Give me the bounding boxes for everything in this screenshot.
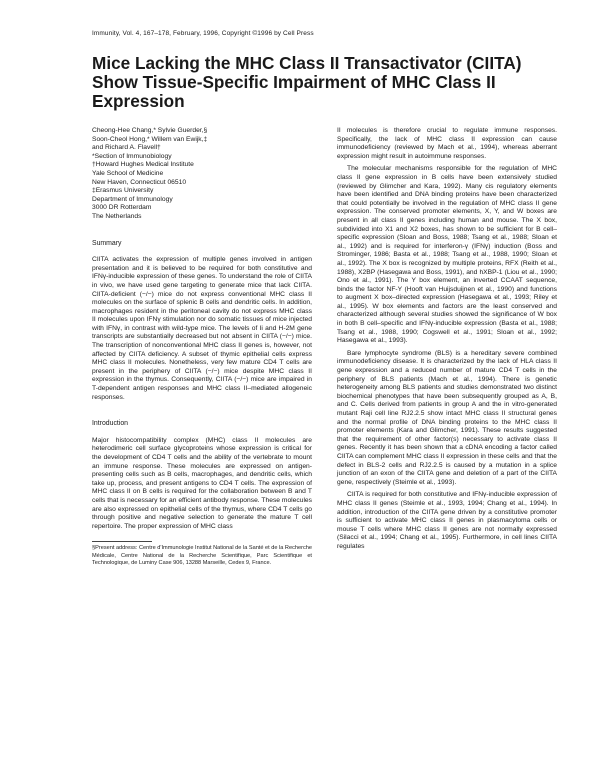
introduction-heading: Introduction	[92, 420, 129, 428]
right-column	[337, 127, 557, 552]
body-paragraph: II molecules is therefore crucial to regulate immune responses. Specifically, the lack of MHC class II expression can cause immunodeficiency (reviewed by Mach et al., 1994), whereas aberrant expression might result in autoimmune responses.	[337, 127, 557, 160]
body-paragraph: Bare lymphocyte syndrome (BLS) is a hereditary severe combined immunodeficiency disease. It is characterized by the lack of HLA class II gene expression and a reduced number of mature CD4 T cells in the periphery of BLS patients (Mach et al., 1994). There is genetic heterogeneity among BLS patients and studies demonstrated two distinct biochemical phenotypes that have been subsequently grouped as A, B, and C. Cells derived from patients in group A and the in vitro-generated mutant Raji cell line RJ2.2.5 show intact MHC class II structural genes and the normal profile of DNA binding proteins to the MHC class II promoter elements (Kara and Glimcher, 1991). These results suggested that the requirement of other factor(s) necessary to activate class II genes. Recently it has been shown that a cDNA encoding a factor called CIITA can complement MHC class II expression in these cells and that the defect in BLS-2 cells and RJ2.2.5 is caused by a mutation in a splice junction of an exon of the CIITA gene and deletion of a part of the CIITA gene, respectively (Steimle et al., 1993).	[337, 349, 557, 486]
summary-heading: Summary	[92, 239, 122, 247]
author-line: and Richard A. Flavell†	[92, 144, 161, 152]
affiliation-line: Department of Immunology	[92, 195, 173, 203]
body-paragraph: CIITA is required for both constitutive and IFNγ-inducible expression of MHC class II genes (Steimle et al., 1993, 1994; Chang et al., 1994). In addition, introduction of the CIITA gene driven by a constitutive promoter is sufficient to activate MHC class II genes in plasmacytoma cells or mouse T cells where MHC class II genes are not normally expressed (Silacci et al., 1994; Chang et al., 1995). Furthermore, in cell lines CIITA regulates	[337, 491, 557, 550]
article-title: Mice Lacking the MHC Class II Transactivator (CIITA) Show Tissue-Specific Impairment of MHC Class II Expression	[92, 53, 522, 111]
affiliation-line: 3000 DR Rotterdam	[92, 204, 152, 212]
author-line: Soon-Cheol Hong,* Willem van Ewijk,‡	[92, 135, 208, 143]
summary-text: CIITA activates the expression of multiple genes involved in antigen presentation and it is believed to be required for both constitutive and IFNγ-inducible expression of these genes. To understand the role of CIITA in vivo, we have used gene targeting to generate mice that lack CIITA. CIITA-deficient (−/−) mice do not express conventional MHC class II molecules on the surface of splenic B cells and dendritic cells. In addition, macrophages resident in the peritoneal cavity do not express MHC class II molecules upon IFNγ stimulation nor do somatic tissues of mice injected with IFNγ, in contrast with wild-type mice. The levels of Ii and H-2M gene transcripts are substantially decreased but not absent in CIITA (−/−) mice. The transcription of nonconventional MHC class II genes is, however, not affected by CIITA deficiency. A subset of thymic epithelial cells express MHC class II molecules. Nonetheless, very few mature CD4 T cells are present in the periphery of CIITA (−/−) mice despite MHC class II expression in the thymus. Consequently, CIITA (−/−) mice are impaired in T-dependent antigen responses and MHC class II–mediated allogeneic responses.	[92, 256, 312, 401]
affiliation-line: Yale School of Medicine	[92, 169, 164, 177]
body-paragraph: The molecular mechanisms responsible for the regulation of MHC class II gene expression in B cells have been extensively studied (reviewed by Glimcher and Kara, 1992). Many cis regulatory elements have been identified and DNA binding proteins have been characterized that could potentially be involved in the regulation of MHC class II gene expression. The conserved promoter elements, X, Y, and W boxes are present in all class II genes including human and mouse. The X box, subdivided into X1 and X2 boxes, has shown to be sufficient for B cell–specific expression (Sloan and Boss, 1988; Tsang et al., 1988; Sloan et al., 1992) and is required for interferon-γ (IFNγ) induction (Boss and Strominger, 1986; Basta et al., 1988; Tsang et al., 1988, 1990; Sloan et al., 1992). The X box is recognized by multiple proteins, RFX (Reith et al., 1988), X2BP (Hasegawa and Boss, 1991), and hXBP-1 (Liou et al., 1990; Ono et al., 1991). The Y box element, an inverted CCAAT sequence, binds the factor NF-Y (Hooft van Huijsduijnen et al., 1990) and functions to augment X box–directed expression (Hasegawa et al., 1993; Riley et al., 1995). W box elements and factors are the least conserved and characterized although several studies showed the significance of W box in both B cell–specific and IFNγ-inducible expression (Basta et al., 1988; Tsang et al., 1988, 1990; Cogswell et al., 1991; Sloan et al., 1992; Hasegawa et al., 1993).	[337, 165, 557, 345]
footnote: §Present address: Centre d'Immunologie Institut National de la Santé et de la Recherche Médicale, Centre National de la Recherche Scientifique, Parc Scientifique et Technologique, de Luminy Case 906, 13288 Marseille, Cedex 9, France.	[92, 545, 312, 566]
affiliation-line: The Netherlands	[92, 212, 142, 220]
affiliation-line: ‡Erasmus University	[92, 187, 154, 195]
left-column	[92, 127, 312, 567]
footnote-divider	[92, 541, 152, 542]
running-head: Immunity, Vol. 4, 167–178, February, 1996, Copyright ©1996 by Cell Press	[92, 30, 314, 37]
affiliation-line: *Section of Immunobiology	[92, 152, 172, 160]
introduction-text: Major histocompatibility complex (MHC) class II molecules are heterodimeric cell surface glycoproteins whose expression is critical for the development of CD4 T cells and the ability of the vertebrate to mount an immune response. These molecules are expressed on antigen-presenting cells such as B cells, macrophages, and dendritic cells, which take up, process, and present antigens to CD4 T cells. The expression of MHC class II on B cells is required for the collaboration between B and T cells that is necessary for an efficient antibody response. These molecules are also expressed on epithelial cells of the thymus, where CD4 T cells go through positive and negative selection to generate the mature T cell repertoire. The proper expression of MHC class	[92, 436, 312, 530]
author-line: Cheong-Hee Chang,* Sylvie Guerder,§	[92, 127, 208, 134]
affiliation-line: †Howard Hughes Medical Institute	[92, 161, 194, 169]
author-block	[92, 127, 312, 222]
affiliation-line: New Haven, Connecticut 06510	[92, 178, 187, 186]
